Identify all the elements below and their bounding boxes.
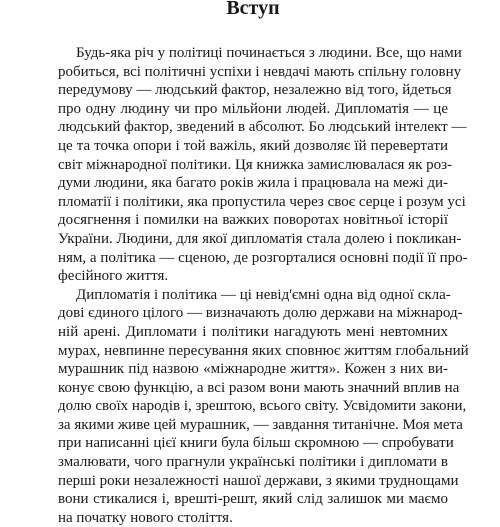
text-line: змалювати, чого прагнули українські політики і дипломати в (58, 454, 448, 471)
text-line: мурашник під назвою «міжнародне життя». Кожен з них ви- (58, 361, 448, 378)
text-line: робиться, всі політичні успіхи і невдачі мають спільну головну (58, 63, 462, 80)
text-line: про одну людину чи про мільйони людей. Дипломатія — це (58, 100, 448, 117)
text-line: пломатії і політики, яка пропустила через своє серце і розум усі (58, 193, 466, 210)
paragraph-1 (58, 44, 468, 286)
text-line: Будь-яка річ у політиці починається з людини. Все, що нами (76, 45, 462, 61)
document-page (58, 0, 469, 527)
text-line: ній арені. Дипломати і політики нагадують мені невтомних (58, 323, 448, 340)
text-line: світ міжнародної політики. Ця книжка замислювалася як роз- (58, 156, 453, 173)
text-line: долю своїх народів і, зрештою, всього світу. Усвідомити закони, (58, 398, 467, 415)
text-line: думи людини, яка багато років жила і працювала на межі ди- (58, 175, 449, 192)
text-line: це та точка опори і той важіль, який дозволяє їй перевертати (58, 137, 448, 154)
body-text (58, 44, 469, 527)
text-line: досягнення і помилки на важких поворотах новітньої історії (58, 212, 448, 229)
text-line: при написанні цієї книги була більш скромною — спробувати (58, 435, 454, 452)
text-line: передумову — людський фактор, незалежно від того, йдеться (58, 82, 452, 99)
text-line: людський фактор, зведений в абсолют. Бо людський інтелект — (58, 119, 467, 136)
text-line: дові єдиного цілого — визначають долю держави на міжнарод- (58, 305, 463, 322)
text-line: на початку нового століття. (58, 509, 233, 526)
text-line: перші роки незалежності нашої держави, з якими труднощами (58, 472, 459, 489)
text-line: фесійного життя. (58, 268, 169, 285)
page-title: Вступ (226, 0, 280, 19)
text-line: за якими живе цей мурашник, — завдання титанічне. Моя мета (58, 416, 463, 433)
text-line: ням, а політика — сценою, де розгорталися основні події її про- (58, 249, 468, 266)
text-line: Дипломатія і політика — ці невід'ємні одна від одної скла- (76, 286, 451, 303)
text-line: конує свою функцію, а всі разом вони мають значний вплив на (58, 379, 460, 396)
text-line: вони стикалися і, врешті-решт, який слід залишок ми маємо (58, 491, 448, 508)
text-line: мурах, невпинне пересування яких сповнює життям глобальний (58, 342, 469, 359)
paragraph-2 (58, 286, 469, 527)
text-line: України. Людини, для якої дипломатія стала долею і покликан- (58, 230, 462, 247)
